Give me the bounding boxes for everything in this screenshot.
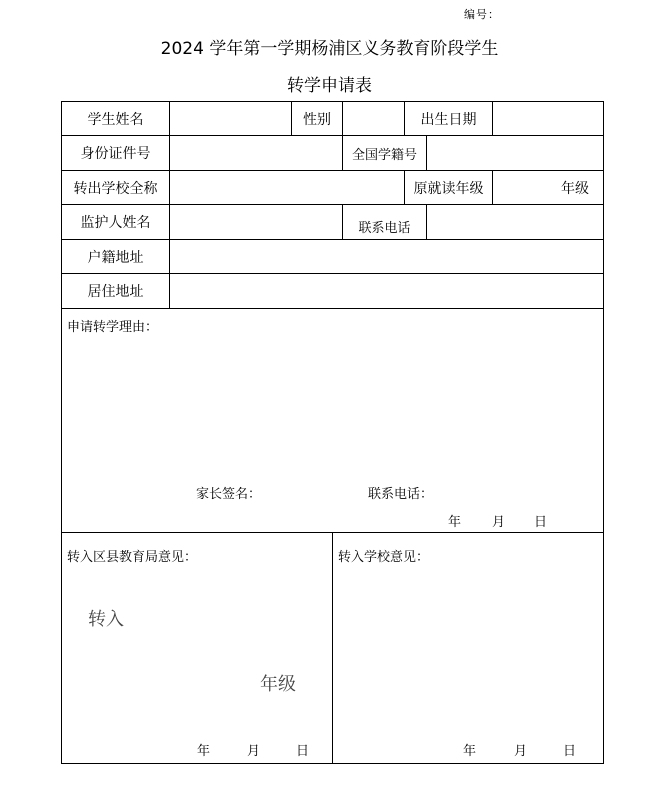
birthdate-field[interactable] — [493, 102, 603, 135]
table-border-bottom — [61, 763, 604, 764]
residence-address-label: 居住地址 — [87, 284, 144, 300]
district-opinion-label: 转入区县教育局意见： — [67, 550, 198, 565]
school-date-day: 日 — [563, 744, 577, 759]
transfer-reason-field[interactable] — [62, 336, 603, 476]
reason-contact-phone-label: 联系电话： — [368, 487, 434, 502]
transfer-out-school-field[interactable] — [170, 171, 404, 204]
id-number-field[interactable] — [170, 136, 342, 170]
contact-phone-label: 联系电话 — [358, 220, 411, 236]
student-name-field[interactable] — [170, 102, 291, 135]
transfer-in-text: 转入 — [88, 609, 124, 630]
grade-text: 年级 — [260, 674, 296, 695]
district-date-day: 日 — [296, 744, 310, 759]
id-number-label: 身份证件号 — [80, 146, 151, 162]
transfer-reason-label: 申请转学理由： — [67, 320, 159, 335]
district-date-year: 年 — [197, 744, 211, 759]
gender-label: 性别 — [303, 111, 331, 128]
school-date-year: 年 — [463, 744, 477, 759]
grade-suffix: 年级 — [561, 180, 589, 197]
reason-date-month: 月 — [492, 515, 506, 530]
residence-address-field[interactable] — [170, 274, 603, 308]
gender-field[interactable] — [343, 102, 404, 135]
birthdate-label: 出生日期 — [420, 111, 477, 128]
national-student-id-label: 全国学籍号 — [351, 147, 417, 163]
national-student-id-field[interactable] — [427, 136, 603, 170]
original-grade-label: 原就读年级 — [413, 180, 484, 197]
table-border-right — [603, 101, 604, 764]
serial-number-label: 编号： — [464, 8, 500, 21]
school-date-month: 月 — [514, 744, 528, 759]
household-address-field[interactable] — [170, 240, 603, 273]
row-divider — [61, 308, 604, 309]
contact-phone-field[interactable] — [427, 205, 603, 239]
school-opinion-label: 转入学校意见： — [338, 550, 430, 565]
guardian-name-field[interactable] — [170, 205, 342, 239]
guardian-name-label: 监护人姓名 — [80, 215, 151, 231]
original-grade-field[interactable] — [493, 171, 603, 204]
household-address-label: 户籍地址 — [87, 249, 144, 266]
reason-date-year: 年 — [448, 515, 462, 530]
form-title-line2: 转学申请表 — [287, 76, 372, 96]
transfer-out-school-label: 转出学校全称 — [73, 180, 158, 197]
reason-date-day: 日 — [534, 515, 548, 530]
parent-signature-label: 家长签名： — [196, 487, 262, 502]
form-title-line1: 2024 学年第一学期杨浦区义务教育阶段学生 — [160, 39, 499, 59]
student-name-label: 学生姓名 — [87, 111, 144, 128]
column-divider — [332, 532, 333, 763]
district-date-month: 月 — [247, 744, 261, 759]
